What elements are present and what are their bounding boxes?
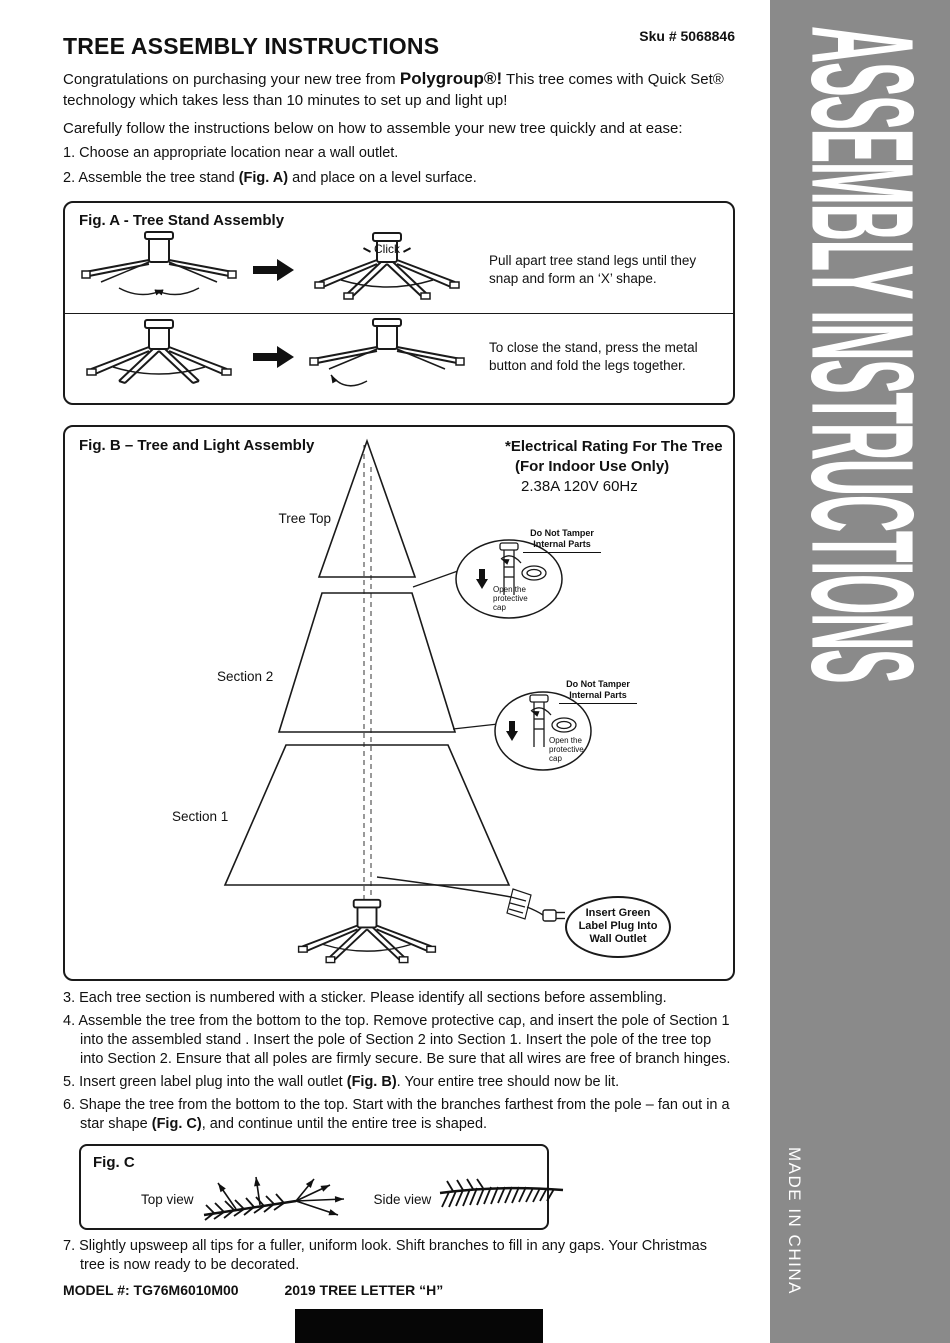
- fig-a-box: [63, 201, 735, 405]
- click-label: Click: [360, 242, 414, 256]
- right-sidebar: [770, 0, 950, 1343]
- step-5-text-end: . Your entire tree should now be lit.: [396, 1074, 620, 1091]
- right-arrow-icon: [251, 344, 295, 370]
- step-5-text: 5. Insert green label plug into the wall outlet: [63, 1074, 347, 1091]
- center-pole-dashed-line: [364, 445, 371, 899]
- tree-year-letter: 2019 TREE LETTER “H”: [284, 1281, 444, 1298]
- step-1: 1. Choose an appropriate location near a wall outlet.: [63, 145, 399, 162]
- page-header: [63, 24, 735, 60]
- indoor-use-note: (For Indoor Use Only): [515, 457, 670, 475]
- fig-c-box: [79, 1144, 549, 1230]
- step-7: 7. Slightly upsweep all tips for a fuller, uniform look. Shift branches to fill in any gaps. Your Christmas tree is now ready to be decorated.: [63, 1237, 707, 1273]
- tree-stand-folding-icon: [307, 317, 467, 397]
- fig-c-reference: (Fig. C): [151, 1116, 202, 1133]
- stand-open-drawing-1: [307, 230, 467, 310]
- stand-folded-drawing-2: [307, 317, 467, 397]
- section-1-label: Section 1: [172, 808, 229, 824]
- page-title: TREE ASSEMBLY INSTRUCTIONS: [63, 33, 440, 59]
- tree-stand-drawing: [299, 900, 436, 963]
- sku-number: Sku # 5068846: [639, 28, 735, 44]
- model-number: MODEL #: TG76M6010M00: [63, 1281, 239, 1298]
- tree-top-outline: [319, 441, 415, 577]
- plug-callout-oval: Insert Green Label Plug Into Wall Outlet: [565, 896, 671, 958]
- section-2-label: Section 2: [217, 668, 274, 684]
- branch-top-view-drawing: [200, 1171, 350, 1229]
- step-6: [63, 1096, 735, 1134]
- step-2-text-end: and place on a level surface.: [288, 169, 477, 186]
- fig-b-reference: (Fig. B): [346, 1074, 397, 1091]
- step-4: 4. Assemble the tree from the bottom to the top. Remove protective cap, and insert the pole of Section 1 into the assembled stand . Insert the pole of Section 2 into Section 1. Insert the pole of the tree top into Section 2. Ensure that all poles are firmly secure. Be sure that all wires are free of branch hinges.: [63, 1012, 731, 1068]
- fig-b-title: Fig. B – Tree and Light Assembly: [79, 436, 315, 454]
- electrical-rating-value: 2.38A 120V 60Hz: [521, 478, 638, 496]
- section-2-outline: [279, 593, 455, 732]
- page-footer: [63, 1282, 735, 1298]
- fig-a-open-text: Pull apart tree stand legs until they snap and form an ‘X’ shape.: [489, 252, 697, 286]
- step-6-text-end: , and continue until the entire tree is shaped.: [201, 1116, 488, 1133]
- assembly-instructions-vertical-text: ASSEMBLY INSTRUCTIONS: [778, 26, 942, 683]
- fig-a-title: Fig. A - Tree Stand Assembly: [79, 211, 285, 229]
- tamper-warning-line2: Internal Parts: [523, 539, 601, 553]
- fig-a-divider: [65, 313, 733, 314]
- tamper-warning-1: [523, 528, 601, 553]
- brand-name: Polygroup®!: [399, 69, 503, 88]
- vertical-title-wrap: [770, 26, 950, 682]
- tree-stand-open-icon: [79, 317, 239, 397]
- green-label-tag: [507, 889, 531, 919]
- side-view-label: Side view: [373, 1192, 432, 1208]
- fig-c-title: Fig. C: [93, 1153, 135, 1171]
- section-1-outline: [225, 745, 509, 885]
- tree-stand-folded-icon: [79, 230, 239, 310]
- top-view-label: Top view: [141, 1192, 194, 1208]
- main-content: [63, 24, 735, 1298]
- fig-b-box: [63, 425, 735, 981]
- power-plug-icon: [527, 907, 565, 921]
- fig-a-close-text: To close the stand, press the metal button and fold the legs together.: [489, 339, 698, 373]
- step-3: 3. Each tree section is numbered with a sticker. Please identify all sections before assembling.: [63, 989, 667, 1006]
- tree-top-label: Tree Top: [278, 510, 331, 526]
- instructions-intro: Carefully follow the instructions below on how to assemble your new tree quickly and at ease:: [63, 120, 683, 138]
- branch-side-view-drawing: [437, 1177, 567, 1223]
- fig-a-row-open: [79, 230, 719, 310]
- bottom-black-strip: [295, 1309, 543, 1343]
- stand-open-drawing-2: [79, 317, 239, 397]
- intro-text-1: Congratulations on purchasing your new tree from: [63, 71, 400, 88]
- electrical-rating-title: *Electrical Rating For The Tree: [505, 437, 723, 455]
- tamper-warning-line2: Internal Parts: [559, 690, 637, 704]
- intro-paragraph: [63, 68, 735, 111]
- step-5: [63, 1073, 735, 1092]
- fig-c-row: [93, 1171, 535, 1229]
- tamper-warning-line1: Do Not Tamper: [566, 678, 630, 689]
- made-in-china-text: MADE IN CHINA: [785, 1147, 804, 1295]
- stand-folded-drawing-1: [79, 230, 239, 310]
- step-6-text: 6. Shape the tree from the bottom to the top. Start with the branches farthest from the pole – fan out in a star shape: [63, 1097, 730, 1133]
- fig-a-reference: (Fig. A): [238, 169, 289, 186]
- cap-instruction-2: Open the protective cap: [549, 735, 584, 764]
- fig-a-row-close: [79, 317, 719, 397]
- step-2-text: 2. Assemble the tree stand: [63, 169, 239, 186]
- cap-instruction-1: Open the protective cap: [493, 584, 528, 613]
- tamper-warning-line1: Do Not Tamper: [530, 527, 594, 538]
- step-2: [63, 169, 735, 188]
- tamper-warning-2: [559, 679, 637, 704]
- intro-text-2: This tree comes with Quick Set® technology which takes less than 10 minutes to set up and light up!: [63, 71, 724, 109]
- right-arrow-icon: [251, 257, 295, 283]
